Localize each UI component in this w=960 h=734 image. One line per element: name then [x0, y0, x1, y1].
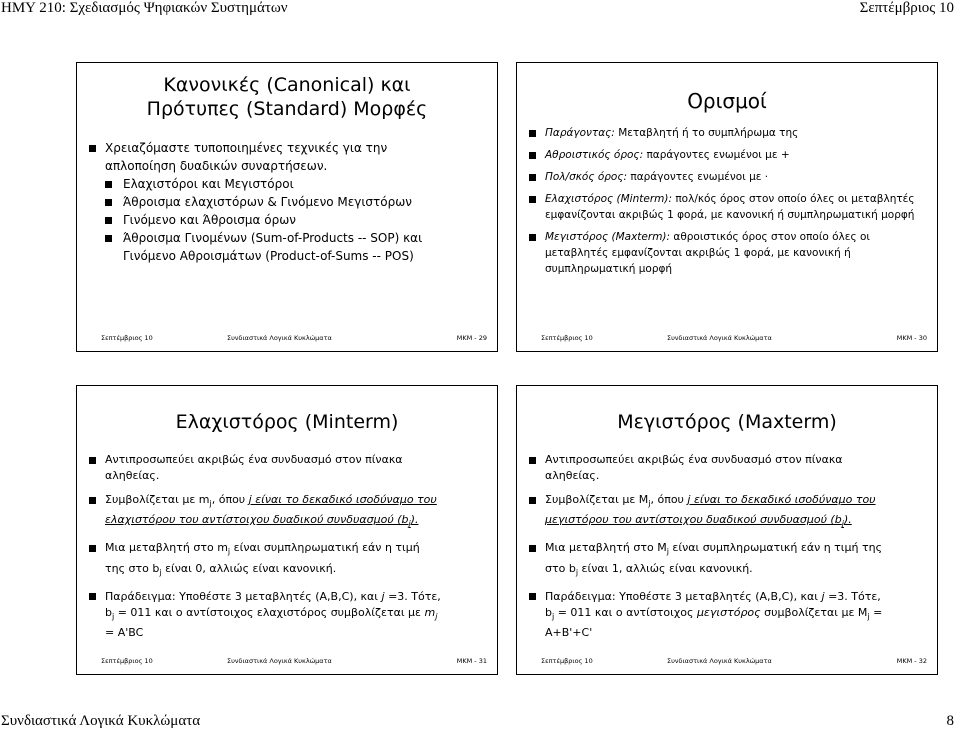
slide-title: Μεγιστόρος (Maxterm) — [617, 411, 837, 433]
definition-item: Ελαχιστόρος (Minterm): πολ/κός όρος στον οποίο όλες οι μεταβλητές εμφανίζονται ακριβώς 1 φορά, με κανονική ή συμπληρωματική μορφή — [527, 191, 923, 223]
bullet-item: Συμβολίζεται με $m_j$, όπου j είναι το δεκαδικό ισοδύναμο του ελαχιστόρου του αντίστοιχου δυαδικού συνδυασμού $(b_j)$. — [87, 492, 443, 532]
definition-item: Αθροιστικός όρος: παράγοντες ενωμένοι με + — [527, 147, 923, 163]
page-header-title: ΗΜΥ 210: Σχεδιασμός Ψηφιακών Συστημάτων — [1, 0, 288, 16]
slide-footer-number: MKM - 31 — [456, 657, 487, 665]
definition-item: Πολ/σκός όρος: παράγοντες ενωμένοι με · — [527, 169, 923, 185]
slide-footer-number: MKM - 30 — [896, 334, 927, 342]
bullet-item: Μια μεταβλητή στο $M_j$ είναι συμπληρωματική εάν η τιμή της στο $b_j$ είναι 1, αλλιώς είναι κανονική. — [527, 540, 883, 580]
definition-item: Μεγιστόρος (Maxterm): αθροιστικός όρος στον οποίο όλες οι μεταβλητές εμφανίζονται ακριβώς 1 φορά, με κανονική ή συμπληρωματική μορφή — [527, 229, 923, 277]
slide-footer-date: Σεπτέμβριος 10 — [101, 657, 153, 665]
bullet-item: Αντιπροσωπεύει ακριβώς ένα συνδυασμό στον πίνακα αληθείας. — [87, 452, 443, 484]
slide-footer-course: Συνδιαστικά Λογικά Κυκλώματα — [667, 657, 772, 665]
bullet-list — [87, 139, 443, 265]
slide-29 — [76, 62, 498, 352]
slide-title: Ελαχιστόρος (Minterm) — [175, 411, 399, 433]
bullet-item: Μια μεταβλητή στο $m_j$ είναι συμπληρωματική εάν η τιμή της στο $b_j$ είναι 0, αλλιώς είναι κανονική. — [87, 540, 443, 580]
slide-footer-course: Συνδιαστικά Λογικά Κυκλώματα — [227, 657, 332, 665]
slide-footer-course: Συνδιαστικά Λογικά Κυκλώματα — [667, 334, 772, 342]
page-header-date: Σεπτέμβριος 10 — [859, 0, 954, 16]
bullet-list — [87, 452, 443, 641]
slide-title-line2: Πρότυπες (Standard) Μορφές — [146, 98, 428, 120]
bullet-item: Άθροισμα ελαχιστόρων & Γινόμενο Μεγιστόρων — [87, 193, 443, 211]
bullet-item: Παράδειγμα: Υποθέστε 3 μεταβλητές (A,B,C), και j =3. Τότε, $b_j = 011$ και ο αντίστοιχος μεγιστόρος συμβολίζεται με $M_j = A+B'+C'$ — [527, 589, 883, 641]
definition-item: Παράγοντας: Μεταβλητή ή το συμπλήρωμα της — [527, 125, 923, 141]
slide-footer-number: MKM - 29 — [456, 334, 487, 342]
bullet-list — [527, 452, 883, 641]
slide-31 — [76, 385, 498, 675]
slide-title: Ορισμοί — [687, 89, 767, 113]
bullet-item: Γινόμενο και Άθροισμα όρων — [87, 211, 443, 229]
slide-footer-number: MKM - 32 — [896, 657, 927, 665]
page-number: 8 — [946, 713, 954, 729]
bullet-item: Ελαχιστόροι και Μεγιστόροι — [87, 175, 443, 193]
bullet-item: Άθροισμα Γινομένων (Sum-of-Products -- SOP) και Γινόμενο Αθροισμάτων (Product-of-Sums -- POS) — [87, 229, 443, 265]
slide-title-line1: Κανονικές (Canonical) και — [163, 74, 411, 96]
bullet-item: Αντιπροσωπεύει ακριβώς ένα συνδυασμό στον πίνακα αληθείας. — [527, 452, 883, 484]
slide-footer-course: Συνδιαστικά Λογικά Κυκλώματα — [227, 334, 332, 342]
slide-30 — [516, 62, 938, 352]
definitions-list — [527, 125, 923, 277]
slide-32 — [516, 385, 938, 675]
slide-footer-date: Σεπτέμβριος 10 — [541, 657, 593, 665]
bullet-intro: Χρειαζόμαστε τυποποιημένες τεχνικές για την απλοποίηση δυαδικών συναρτήσεων. — [87, 139, 443, 175]
bullet-item: Συμβολίζεται με $M_j$, όπου j είναι το δεκαδικό ισοδύναμο του μεγιστόρου του αντίστοιχου δυαδικού συνδυασμού $(b_j)$. — [527, 492, 883, 532]
slide-footer-date: Σεπτέμβριος 10 — [541, 334, 593, 342]
page-footer-course: Συνδιαστικά Λογικά Κυκλώματα — [1, 713, 201, 729]
bullet-item: Παράδειγμα: Υποθέστε 3 μεταβλητές (A,B,C), και j =3. Τότε, $b_j = 011$ και ο αντίστοιχος ελαχιστόρος συμβολίζεται με $m_j = A'BC$ — [87, 589, 443, 641]
slide-footer-date: Σεπτέμβριος 10 — [101, 334, 153, 342]
